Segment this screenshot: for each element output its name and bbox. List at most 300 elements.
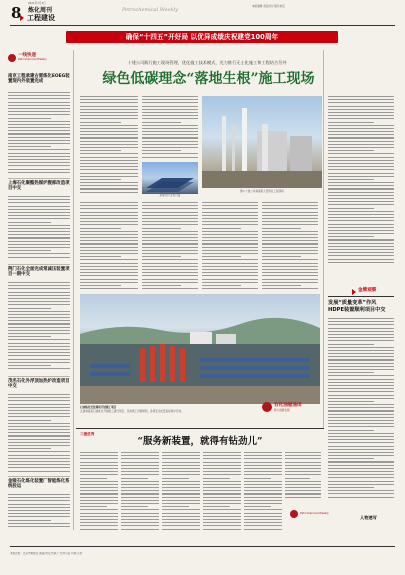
right-body-top — [328, 96, 394, 266]
text-line — [328, 185, 394, 186]
text-line — [121, 503, 159, 504]
text-line — [8, 362, 70, 363]
text-line — [142, 125, 198, 126]
text-line — [328, 395, 394, 396]
text-line — [244, 487, 282, 488]
text-line — [285, 484, 321, 485]
text-line — [80, 516, 118, 517]
text-line — [8, 247, 70, 248]
text-line — [80, 218, 138, 219]
text-line — [142, 128, 198, 129]
text-line — [8, 308, 51, 309]
text-line — [80, 259, 138, 260]
text-line — [262, 228, 301, 229]
text-line — [328, 204, 394, 205]
text-line — [8, 311, 70, 312]
text-line — [8, 526, 70, 527]
text-line — [8, 218, 70, 219]
text-line — [328, 363, 394, 364]
text-line — [8, 165, 70, 166]
text-line — [80, 169, 138, 170]
text-line — [328, 259, 394, 260]
text-line — [285, 474, 321, 475]
text-line — [8, 199, 70, 200]
text-line — [8, 339, 70, 340]
left-divider — [8, 476, 70, 477]
section-name: 工程建设 — [27, 14, 55, 22]
text-line — [203, 458, 241, 459]
text-line — [202, 237, 258, 238]
photo-logo-text: 石化油服油田 — [274, 403, 302, 408]
text-line — [80, 250, 138, 251]
text-line — [8, 105, 70, 106]
text-line — [8, 510, 70, 511]
text-line — [203, 516, 241, 517]
text-line — [121, 455, 159, 456]
text-line — [8, 349, 70, 350]
text-line — [8, 153, 70, 154]
text-line — [262, 247, 318, 248]
text-line — [8, 162, 70, 163]
column-divider — [73, 50, 74, 530]
text-line — [203, 500, 241, 501]
text-line — [121, 529, 159, 530]
text-line — [8, 288, 70, 289]
text-line — [8, 426, 70, 427]
text-line — [162, 462, 200, 463]
inset-caption: 新建光伏发电设备 — [159, 194, 181, 197]
text-line — [8, 323, 70, 324]
text-line — [80, 221, 138, 222]
text-line — [8, 471, 70, 472]
text-line — [162, 455, 200, 456]
text-line — [328, 328, 394, 329]
text-line — [8, 513, 70, 514]
lead-headline: 绿色低碳理念“落地生根”施工现场 — [102, 71, 315, 87]
text-line — [328, 169, 394, 170]
text-line — [8, 520, 51, 521]
text-line — [328, 137, 394, 138]
text-line — [328, 497, 394, 498]
text-line — [244, 493, 282, 494]
text-line — [8, 314, 70, 315]
left-item-body-4 — [8, 394, 70, 474]
right-footer-label: 人物速写 — [360, 515, 377, 520]
text-line — [162, 513, 200, 514]
text-line — [8, 285, 70, 286]
text-line — [162, 522, 200, 523]
text-line — [8, 400, 70, 401]
text-line — [328, 109, 394, 110]
text-line — [8, 507, 70, 508]
text-line — [203, 506, 230, 507]
text-line — [328, 134, 394, 135]
text-line — [8, 253, 70, 254]
text-line — [328, 353, 394, 354]
text-line — [328, 366, 394, 367]
text-line — [328, 398, 394, 399]
text-line — [121, 493, 159, 494]
text-line — [8, 458, 70, 459]
text-line — [285, 490, 321, 491]
text-line — [244, 516, 282, 517]
text-line — [244, 490, 282, 491]
text-line — [142, 109, 198, 110]
text-line — [80, 125, 138, 126]
text-line — [328, 153, 394, 154]
left-divider — [8, 264, 70, 265]
text-line — [8, 156, 70, 157]
text-line — [202, 218, 258, 219]
text-line — [262, 224, 318, 225]
text-line — [202, 266, 258, 267]
text-line — [8, 140, 70, 141]
text-line — [142, 285, 181, 286]
text-line — [142, 263, 198, 264]
text-line — [203, 484, 241, 485]
text-line — [142, 228, 181, 229]
text-line — [244, 503, 282, 504]
text-line — [162, 503, 200, 504]
text-line — [202, 275, 258, 276]
text-line — [142, 212, 198, 213]
text-line — [328, 347, 394, 348]
text-line — [328, 227, 394, 228]
text-line — [262, 215, 318, 216]
text-line — [202, 250, 258, 251]
text-line — [328, 449, 394, 450]
text-line — [202, 253, 258, 254]
text-line — [328, 243, 394, 244]
text-line — [8, 206, 70, 207]
text-line — [328, 474, 394, 475]
text-line — [8, 346, 70, 347]
text-line — [262, 231, 318, 232]
solar-panel-illustration — [142, 162, 198, 194]
text-line — [80, 231, 138, 232]
text-line — [142, 237, 198, 238]
photo-logo-sub: 助力创新发展 — [274, 409, 290, 412]
text-line — [328, 192, 394, 193]
text-line — [8, 407, 70, 408]
text-line — [244, 478, 271, 479]
text-line — [203, 493, 241, 494]
text-line — [203, 503, 241, 504]
text-line — [8, 504, 70, 505]
text-line — [262, 250, 318, 251]
text-line — [8, 333, 70, 334]
text-line — [8, 292, 70, 293]
text-line — [8, 102, 70, 103]
text-line — [202, 205, 258, 206]
industrial-site-illustration — [80, 294, 320, 404]
text-line — [328, 461, 394, 462]
left-item-title-4: 茂名石化外浮顶加热炉改造项目中交 — [8, 379, 70, 390]
text-line — [328, 118, 394, 119]
text-line — [80, 166, 138, 167]
text-line — [202, 221, 258, 222]
text-line — [80, 478, 107, 479]
text-line — [328, 372, 374, 373]
text-line — [244, 462, 282, 463]
text-line — [142, 137, 198, 138]
text-line — [328, 331, 394, 332]
text-line — [80, 279, 138, 280]
text-line — [121, 458, 159, 459]
text-line — [142, 218, 198, 219]
text-line — [262, 263, 318, 264]
text-line — [8, 416, 70, 417]
text-line — [80, 192, 138, 193]
text-line — [8, 95, 70, 96]
text-line — [142, 275, 198, 276]
text-line — [162, 506, 189, 507]
text-line — [142, 122, 181, 123]
text-line — [121, 481, 159, 482]
text-line — [8, 121, 70, 122]
text-line — [328, 477, 394, 478]
text-line — [203, 462, 241, 463]
top-photo-caption: 图①十建公司承建某大型炼化工程现场 — [240, 190, 284, 193]
right-body-bottom — [328, 318, 394, 502]
text-line — [121, 471, 159, 472]
text-line — [262, 212, 318, 213]
text-line — [262, 202, 318, 203]
text-line — [203, 509, 241, 510]
text-line — [8, 209, 70, 210]
text-line — [328, 131, 394, 132]
main-photo — [80, 294, 320, 404]
lead-body-col-3 — [202, 202, 258, 292]
text-line — [80, 465, 118, 466]
text-line — [8, 143, 70, 144]
text-line — [328, 350, 394, 351]
text-line — [328, 198, 394, 199]
text-line — [328, 324, 394, 325]
text-line — [8, 448, 51, 449]
text-line — [142, 157, 198, 158]
text-line — [8, 222, 51, 223]
text-line — [121, 484, 159, 485]
text-line — [80, 234, 138, 235]
text-line — [8, 98, 70, 99]
text-line — [80, 147, 138, 148]
text-line — [8, 413, 70, 414]
text-line — [80, 176, 138, 177]
text-line — [80, 509, 118, 510]
text-line — [80, 237, 138, 238]
text-line — [8, 237, 70, 238]
text-line — [80, 131, 138, 132]
text-line — [328, 487, 374, 488]
text-line — [8, 114, 70, 115]
text-line — [80, 215, 138, 216]
text-line — [328, 128, 394, 129]
banner-text: 确保“十四五”开好局 以优异成绩庆祝建党100周年 — [125, 33, 279, 41]
text-line — [80, 134, 138, 135]
lead-body-col-2b — [142, 202, 198, 292]
text-line — [328, 201, 394, 202]
text-line — [8, 301, 70, 302]
text-line — [8, 461, 70, 462]
text-line — [142, 205, 198, 206]
text-line — [8, 327, 70, 328]
text-line — [162, 490, 200, 491]
text-line — [244, 513, 282, 514]
text-line — [8, 196, 70, 197]
text-line — [328, 446, 394, 447]
text-line — [202, 269, 258, 270]
text-line — [202, 288, 258, 289]
text-line — [262, 282, 318, 283]
text-line — [162, 468, 200, 469]
text-line — [244, 452, 282, 453]
text-line — [285, 465, 321, 466]
text-line — [80, 506, 107, 507]
text-line — [142, 272, 198, 273]
text-line — [328, 337, 394, 338]
text-line — [244, 455, 282, 456]
text-line — [142, 279, 198, 280]
text-line — [142, 150, 181, 151]
text-line — [121, 519, 159, 520]
text-line — [244, 474, 282, 475]
banner — [66, 31, 338, 43]
text-line — [162, 484, 200, 485]
bottom-body-col-2 — [121, 452, 159, 532]
left-column — [8, 50, 70, 530]
text-line — [121, 513, 159, 514]
text-line — [328, 122, 374, 123]
text-line — [162, 519, 200, 520]
refinery-illustration — [202, 96, 322, 188]
text-line — [80, 282, 138, 283]
text-line — [203, 478, 230, 479]
text-line — [202, 243, 258, 244]
text-line — [328, 112, 394, 113]
text-line — [328, 255, 394, 256]
text-line — [285, 468, 321, 469]
text-line — [80, 185, 138, 186]
text-line — [80, 212, 138, 213]
text-line — [202, 212, 258, 213]
left-item-body-5 — [8, 494, 70, 530]
text-line — [328, 401, 374, 402]
text-line — [80, 455, 118, 456]
left-item-body-2 — [8, 196, 70, 262]
left-divider — [8, 376, 70, 377]
text-line — [142, 269, 198, 270]
text-line — [80, 285, 121, 286]
text-line — [328, 173, 394, 174]
text-line — [121, 509, 159, 510]
text-line — [80, 106, 138, 107]
left-item-title-5: 金陵石化炼化装置厂智能炼化系统投运 — [8, 479, 70, 490]
bottom-body-col-1 — [80, 452, 118, 532]
text-line — [162, 474, 200, 475]
text-line — [121, 490, 159, 491]
text-line — [142, 147, 198, 148]
lead-body-col-4 — [262, 202, 318, 292]
text-line — [328, 388, 394, 389]
text-line — [328, 236, 374, 237]
page-number: 8 — [11, 4, 22, 22]
text-line — [8, 523, 70, 524]
text-line — [142, 202, 198, 203]
right-headline: 发展“质量变革”作风 HDPE装置顺利项目中交 — [328, 300, 386, 313]
text-line — [8, 127, 70, 128]
text-line — [80, 269, 138, 270]
text-line — [80, 462, 118, 463]
text-line — [262, 285, 301, 286]
text-line — [328, 318, 394, 319]
text-line — [80, 205, 138, 206]
text-line — [262, 221, 318, 222]
text-line — [328, 163, 394, 164]
text-line — [80, 253, 138, 254]
text-line — [121, 474, 159, 475]
bottom-tag: 三建优秀 — [80, 432, 95, 436]
text-line — [142, 247, 198, 248]
text-line — [142, 153, 198, 154]
text-line — [328, 465, 394, 466]
text-line — [121, 465, 159, 466]
text-line — [80, 182, 138, 183]
text-line — [262, 288, 318, 289]
section-bullet-icon — [20, 15, 24, 21]
text-line — [8, 215, 70, 216]
text-line — [328, 423, 394, 424]
text-line — [203, 481, 241, 482]
text-line — [202, 263, 258, 264]
text-line — [285, 487, 321, 488]
text-line — [162, 471, 200, 472]
text-line — [328, 484, 394, 485]
text-line — [162, 481, 200, 482]
text-line — [8, 497, 70, 498]
text-line — [80, 263, 138, 264]
text-line — [285, 455, 321, 456]
text-line — [203, 525, 241, 526]
text-line — [80, 160, 138, 161]
text-line — [80, 474, 118, 475]
text-line — [80, 137, 138, 138]
column-divider — [323, 50, 324, 428]
text-line — [202, 256, 241, 257]
text-line — [244, 484, 282, 485]
text-line — [80, 240, 138, 241]
text-line — [202, 285, 241, 286]
text-line — [8, 467, 70, 468]
text-line — [121, 478, 148, 479]
text-line — [8, 146, 51, 147]
text-line — [203, 522, 241, 523]
text-line — [121, 516, 159, 517]
text-line — [202, 282, 258, 283]
text-line — [285, 471, 321, 472]
text-line — [328, 246, 394, 247]
text-line — [8, 516, 70, 517]
text-line — [8, 368, 70, 369]
text-line — [328, 239, 394, 240]
text-line — [328, 166, 394, 167]
text-line — [8, 282, 70, 283]
text-line — [142, 288, 198, 289]
sinopec-logo-icon — [8, 54, 16, 62]
text-line — [121, 522, 159, 523]
text-line — [328, 334, 394, 335]
text-line — [80, 247, 138, 248]
